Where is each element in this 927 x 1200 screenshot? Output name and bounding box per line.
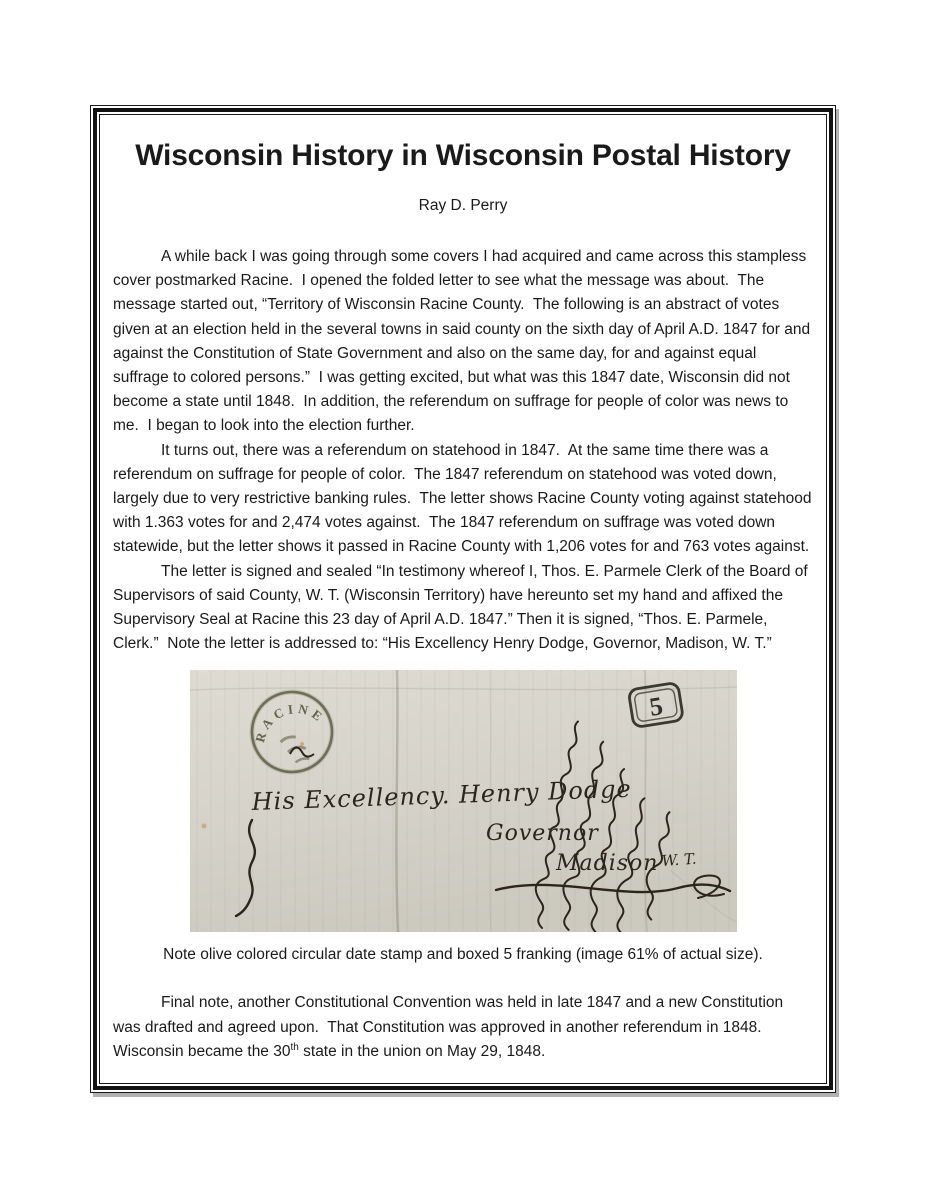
paragraph-2: It turns out, there was a referendum on statehood in 1847. At the same time there was a referendum on suffrage for people of color. The 1847 referendum on statehood was voted down, largely due to very restrictive banking rules. The letter shows Racine County voting against statehood with 1.363 votes for and 2,474 votes against. The 1847 referendum on suffrage was voted down statewide, but the letter shows it passed in Racine County with 1,206 votes for and 763 votes against. bbox=[113, 441, 816, 556]
final-text-pre: Final note, another Constitutional Convention was held in late 1847 and a new Constitution was drafted and agreed upon. That Constitution was approved in another referendum in 1848. Wisconsin became the 30 bbox=[113, 994, 788, 1060]
paragraph-1: A while back I was going through some covers I had acquired and came across this stampless cover postmarked Racine. I opened the folded letter to see what the message was about. The message started out, “Territory of Wisconsin Racine County. The following is an abstract of votes given at an election held in the several towns in said county on the sixth day of April A.D. 1847 for and against the Constitution of State Government and also on the same day, for and against equal suffrage to colored persons.” I was getting excited, but what was this 1847 date, Wisconsin did not become a state until 1848. In addition, the referendum on suffrage for people of color was news to me. I began to look into the election further. bbox=[113, 248, 815, 435]
page-frame-mid bbox=[93, 108, 833, 1090]
cover-figure bbox=[113, 670, 813, 937]
address-territory: W. T. bbox=[660, 850, 697, 871]
address-line-2: Governor bbox=[485, 821, 599, 847]
cover-svg bbox=[190, 670, 737, 932]
final-text-post: state in the union on May 29, 1848. bbox=[298, 1042, 546, 1060]
cover-image bbox=[190, 670, 737, 932]
boxed-5-number: 5 bbox=[646, 691, 665, 723]
page-frame-inner bbox=[99, 114, 827, 1084]
paper-stain bbox=[300, 742, 304, 746]
image-caption: Note olive colored circular date stamp and boxed 5 franking (image 61% of actual size). bbox=[163, 946, 763, 964]
paper-stain bbox=[201, 824, 206, 829]
address-line-3: Madison bbox=[555, 851, 658, 877]
author-byline: Ray D. Perry bbox=[418, 197, 508, 214]
page-frame bbox=[90, 105, 836, 1093]
address-line-1: His Excellency. Henry Dodge bbox=[250, 775, 632, 817]
paragraph-final bbox=[113, 991, 813, 1064]
paragraph-3: The letter is signed and sealed “In testimony whereof I, Thos. E. Parmele Clerk of the Board of Supervisors of said County, W. T. (Wisconsin Territory) have hereunto set my hand and affixed the Supervisory Seal at Racine this 23 day of April A.D. 1847.” Then it is signed, “Thos. E. Parmele, Clerk.” Note the letter is addressed to: “His Excellency Henry Dodge, Governor, Madison, W. T.” bbox=[113, 562, 813, 653]
final-ordinal-suffix: th bbox=[290, 1041, 299, 1053]
datestamp-town-text: RACINE bbox=[251, 701, 328, 745]
page-title: Wisconsin History in Wisconsin Postal History bbox=[135, 139, 791, 172]
